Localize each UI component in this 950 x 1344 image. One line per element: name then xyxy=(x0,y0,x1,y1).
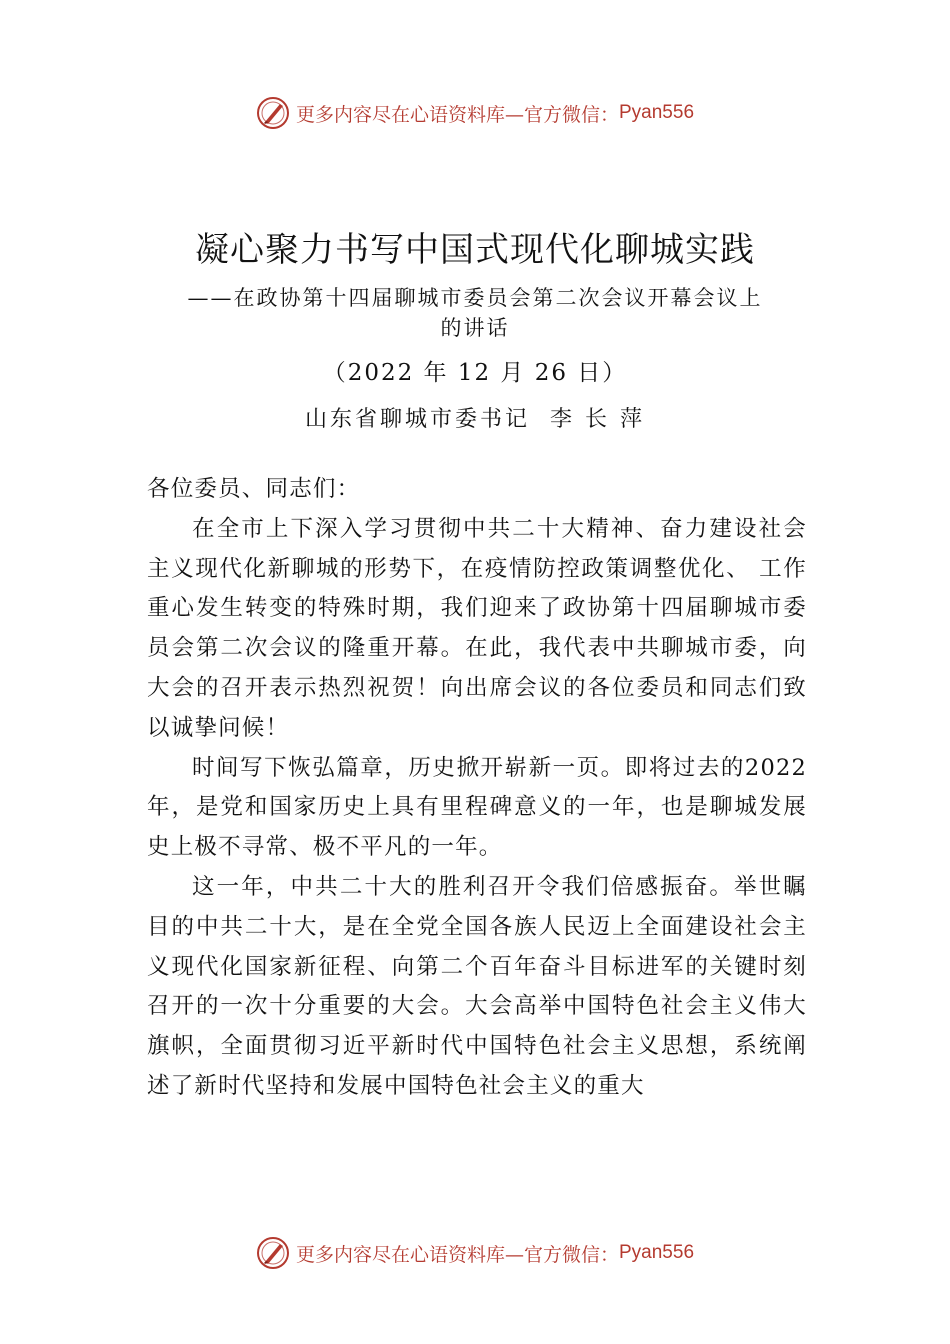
header-watermark xyxy=(0,96,950,130)
footer-watermark xyxy=(0,1236,950,1270)
paragraph: 时间写下恢弘篇章，历史掀开崭新一页。即将过去的2022 年，是党和国家历史上具有里程碑意义的一年，也是聊城发展史上极不寻常、极不平凡的一年。 xyxy=(147,754,807,861)
document-subtitle-line2: 的讲话 xyxy=(440,316,510,340)
watermark-id: Pyan556 xyxy=(619,1242,695,1263)
document-speaker: 山东省聊城市委书记 李 长 萍 xyxy=(305,407,645,432)
paragraph: 在全市上下深入学习贯彻中共二十大精神、奋力建设社会主义现代化新聊城的形势下，在疫情防控政策调整优化、 工作重心发生转变的特殊时期，我们迎来了政协第十四届聊城市委员会第二次会议的隆重开幕。在此，我代表中共聊城市委，向大会的召开表示热烈祝贺！向出席会议的各位委员和同志们致以诚挚问候！ xyxy=(147,515,807,741)
watermark-text: 更多内容尽在心语资料库—官方微信： xyxy=(295,103,619,126)
document-subtitle-line1: ——在政协第十四届聊城市委员会第二次会议开幕会议上 xyxy=(187,286,763,310)
brush-logo-icon xyxy=(256,96,290,130)
document-body xyxy=(147,470,807,1107)
paragraph: 这一年，中共二十大的胜利召开令我们倍感振奋。举世瞩目的中共二十大，是在全党全国各族人民迈上全面建设社会主义现代化国家新征程、向第二个百年奋斗目标进军的关键时刻召开的一次十分重要的大会。大会高举中国特色社会主义伟大旗帜，全面贯彻习近平新时代中国特色社会主义思想，系统阐述了新时代坚持和发展中国特色社会主义的重大 xyxy=(147,873,807,1099)
greeting: 各位委员、同志们： xyxy=(147,476,361,502)
brush-logo-icon xyxy=(256,1236,290,1270)
watermark-id: Pyan556 xyxy=(619,102,695,123)
watermark-text: 更多内容尽在心语资料库—官方微信： xyxy=(295,1243,619,1266)
document-title: 凝心聚力书写中国式现代化聊城实践 xyxy=(195,230,755,270)
document-date: （2022 年 12 月 26 日） xyxy=(322,360,628,386)
